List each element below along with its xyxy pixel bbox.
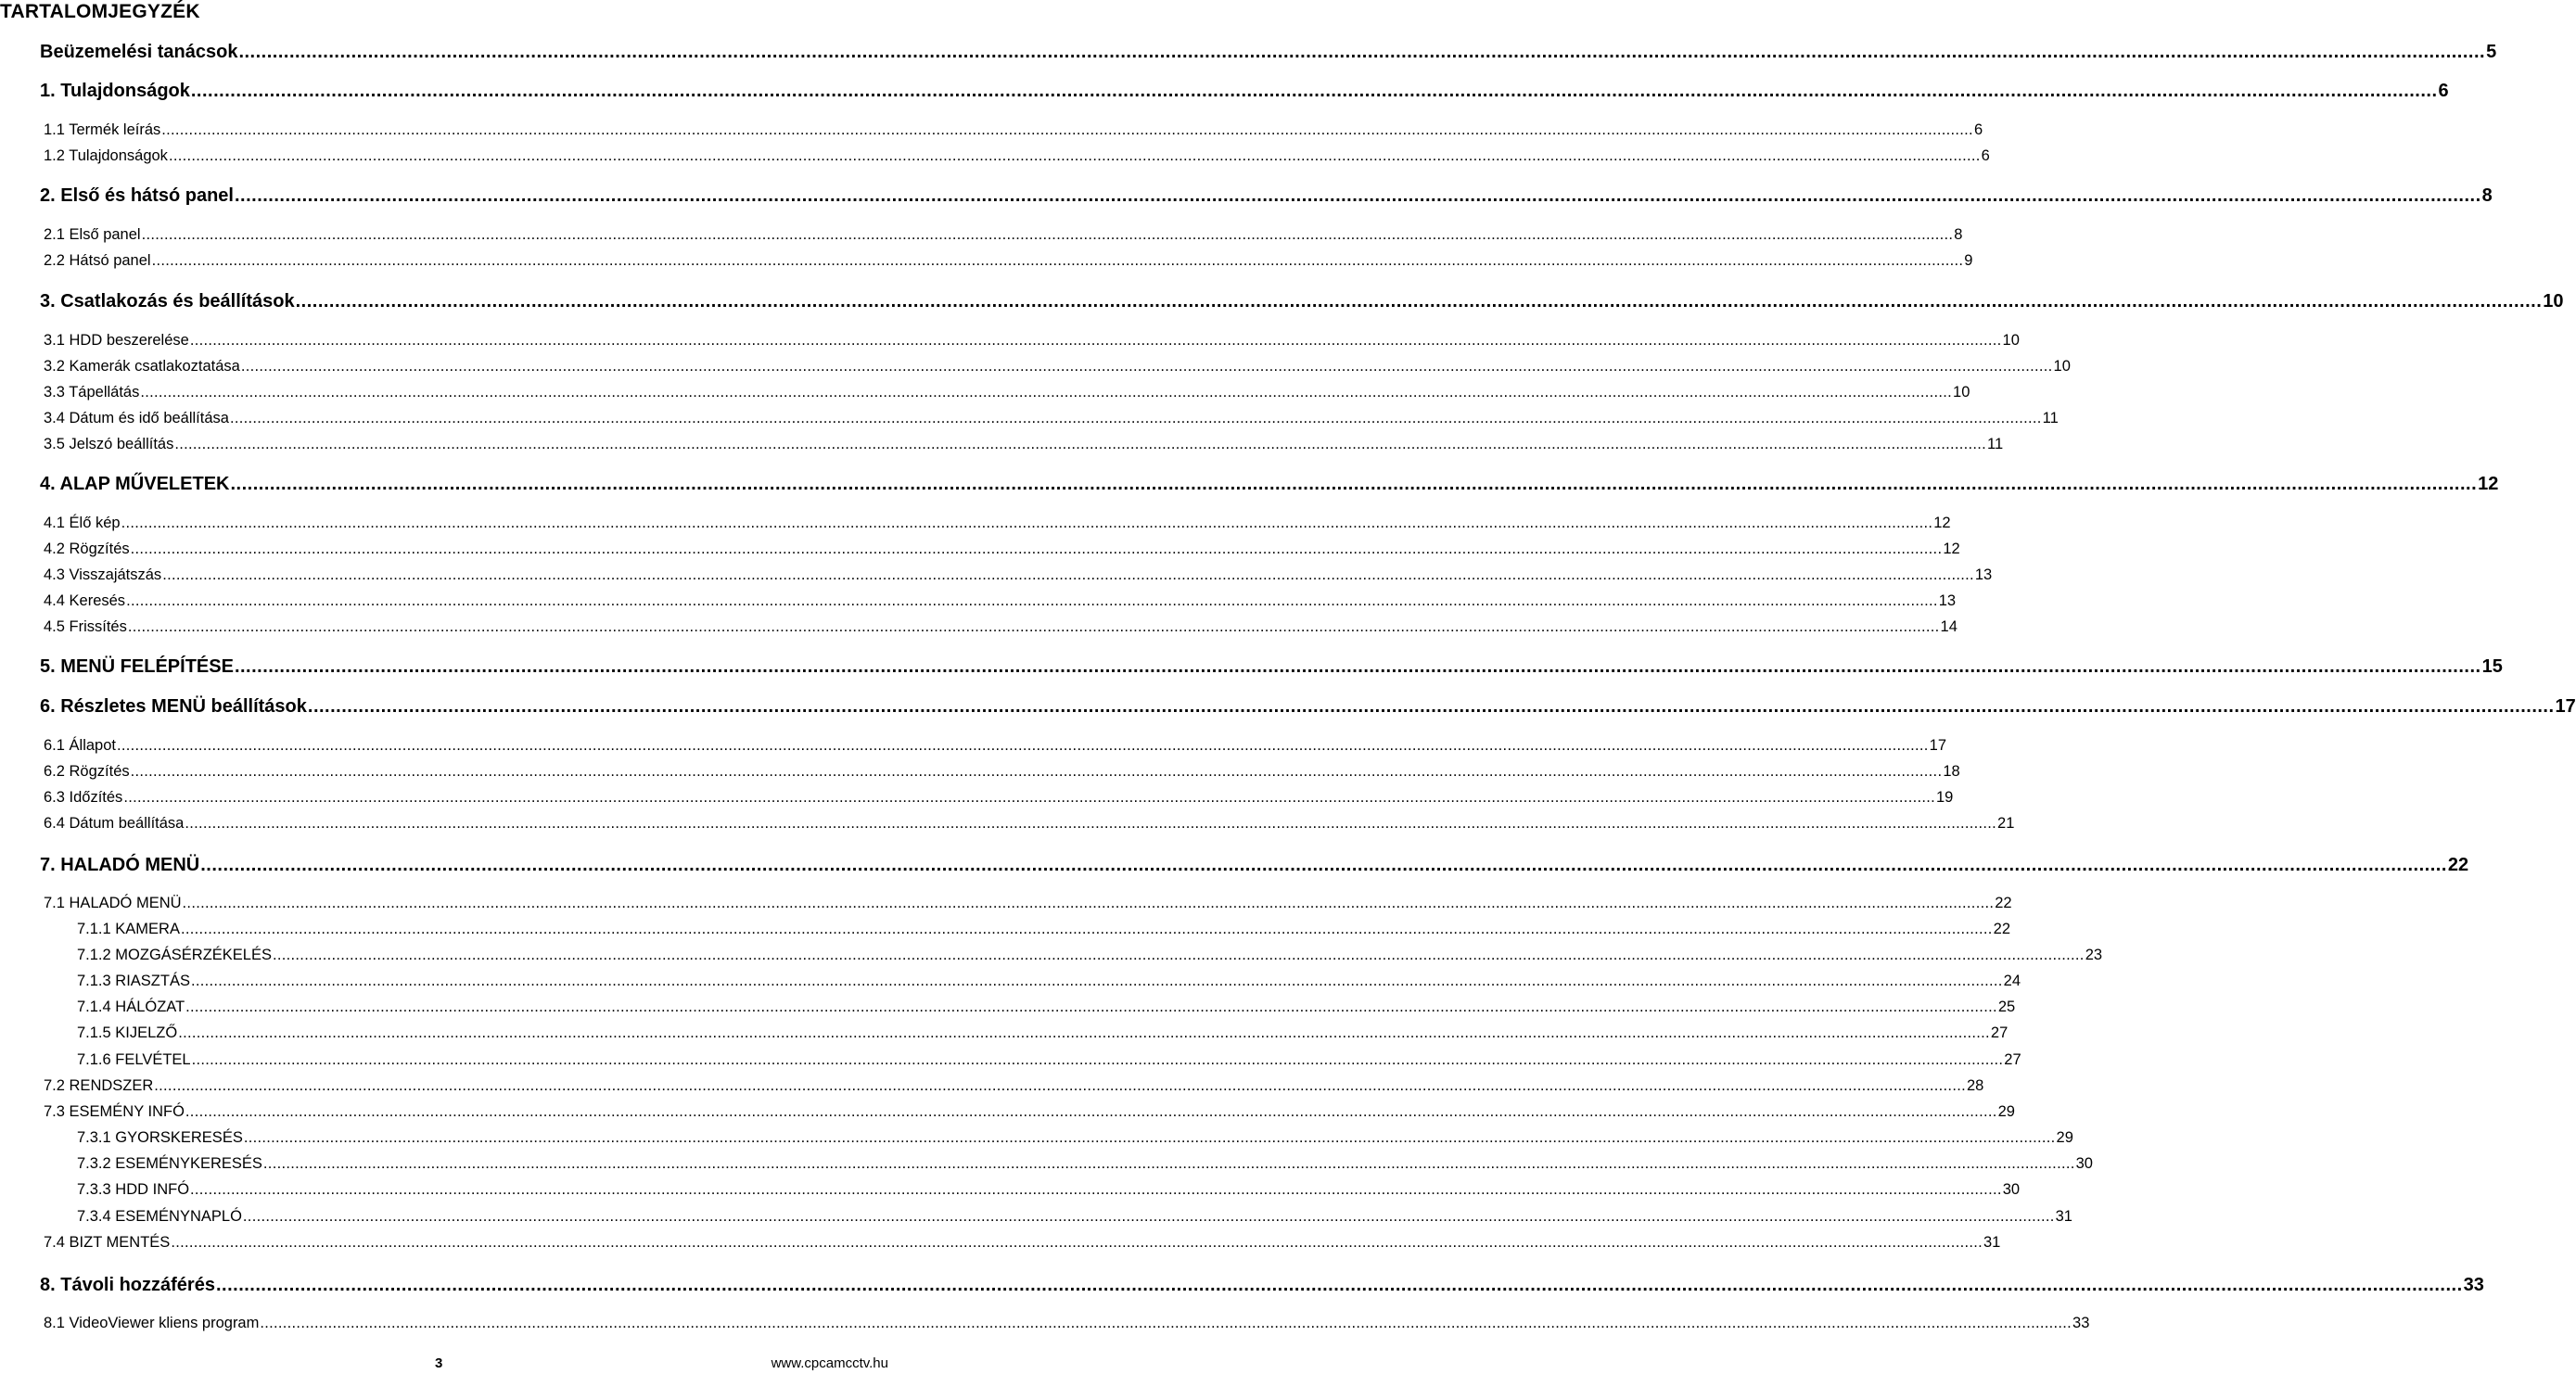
toc-entry[interactable]	[40, 473, 2499, 495]
toc-entry-label: 3.1 HDD beszerelése	[44, 331, 189, 349]
toc-leader-dots: ................................................................................................................................................................................................................................................................................................................................................................................................................	[161, 121, 1973, 138]
toc-entry-label: 7. HALADÓ MENÜ	[40, 854, 200, 875]
toc-entry-page: 25	[1997, 998, 2016, 1015]
toc-leader-dots: ................................................................................................................................................................................................................................................................................................................................................................................................................	[242, 1207, 2055, 1225]
toc-leader-dots: ................................................................................................................................................................................................................................................................................................................................................................................................................	[243, 1128, 2056, 1146]
toc-entry[interactable]	[44, 734, 1947, 757]
toc-leader-dots: ................................................................................................................................................................................................................................................................................................................................................................................................................	[234, 655, 2481, 677]
toc-entry[interactable]	[77, 1178, 2021, 1201]
toc-leader-dots: ................................................................................................................................................................................................................................................................................................................................................................................................................	[126, 592, 1938, 609]
toc-entry-label: Beüzemelési tanácsok	[40, 41, 238, 62]
toc-leader-dots: ................................................................................................................................................................................................................................................................................................................................................................................................................	[154, 1076, 1966, 1094]
toc-entry-page: 10	[1953, 383, 1970, 401]
toc-entry[interactable]	[77, 944, 2103, 966]
toc-leader-dots: ................................................................................................................................................................................................................................................................................................................................................................................................................	[127, 617, 1940, 635]
toc-entry-label: 8.1 VideoViewer kliens program	[44, 1314, 260, 1331]
page-number: 3	[435, 1355, 443, 1371]
toc-entry-page: 12	[2478, 473, 2499, 494]
toc-entry-label: 7.3 ESEMÉNY INFÓ	[44, 1102, 185, 1120]
toc-entry[interactable]	[77, 996, 2016, 1018]
toc-entry-page: 12	[1943, 540, 1960, 557]
footer-url[interactable]: www.cpcamcctv.hu	[771, 1355, 888, 1371]
toc-leader-dots: ................................................................................................................................................................................................................................................................................................................................................................................................................	[116, 736, 1929, 754]
toc-entry[interactable]	[44, 760, 1960, 782]
toc-entry-page: 27	[1990, 1024, 2009, 1041]
toc-entry-label: 8. Távoli hozzáférés	[40, 1274, 215, 1295]
toc-leader-dots: ................................................................................................................................................................................................................................................................................................................................................................................................................	[190, 1180, 2002, 1198]
toc-entry-label: 3.3 Tápellátás	[44, 383, 140, 401]
toc-entry-page: 8	[2481, 184, 2493, 206]
toc-leader-dots: ................................................................................................................................................................................................................................................................................................................................................................................................................	[174, 435, 1987, 452]
toc-entry-label: 2.2 Hátsó panel	[44, 251, 151, 269]
toc-leader-dots: ................................................................................................................................................................................................................................................................................................................................................................................................................	[182, 894, 1995, 911]
toc-entry[interactable]	[40, 1274, 2484, 1296]
toc-entry[interactable]	[44, 381, 1970, 403]
toc-entry[interactable]	[77, 1126, 2073, 1149]
toc-entry[interactable]	[44, 786, 1954, 808]
toc-entry-label: 4.2 Rögzítés	[44, 540, 130, 557]
toc-leader-dots: ................................................................................................................................................................................................................................................................................................................................................................................................................	[185, 998, 1997, 1015]
toc-leader-dots: ................................................................................................................................................................................................................................................................................................................................................................................................................	[215, 1274, 2463, 1295]
toc-leader-dots: ................................................................................................................................................................................................................................................................................................................................................................................................................	[162, 566, 1974, 583]
toc-entry-page: 22	[1995, 894, 2012, 911]
toc-entry-label: 7.3.1 GYORSKERESÉS	[77, 1128, 243, 1146]
toc-leader-dots: ................................................................................................................................................................................................................................................................................................................................................................................................................	[141, 225, 1954, 243]
toc-entry-label: 1.2 Tulajdonságok	[44, 146, 168, 164]
toc-entry-page: 33	[2072, 1314, 2090, 1331]
toc-entry[interactable]	[44, 590, 1957, 612]
toc-entry-label: 7.1 HALADÓ MENÜ	[44, 894, 182, 911]
toc-entry-label: 7.3.4 ESEMÉNYNAPLÓ	[77, 1207, 242, 1225]
toc-entry-page: 12	[1933, 514, 1951, 531]
toc-entry[interactable]	[44, 1231, 2001, 1253]
toc-entry-label: 7.1.2 MOZGÁSÉRZÉKELÉS	[77, 946, 272, 963]
toc-entry-page: 29	[1997, 1102, 2015, 1120]
toc-leader-dots: ................................................................................................................................................................................................................................................................................................................................................................................................................	[178, 1024, 1990, 1041]
toc-entry-page: 31	[1983, 1233, 2001, 1251]
toc-entry-label: 7.2 RENDSZER	[44, 1076, 154, 1094]
toc-entry-label: 6.4 Dátum beállítása	[44, 814, 185, 832]
toc-entry-label: 7.4 BIZT MENTÉS	[44, 1233, 171, 1251]
toc-leader-dots: ................................................................................................................................................................................................................................................................................................................................................................................................................	[121, 514, 1933, 531]
toc-leader-dots: ................................................................................................................................................................................................................................................................................................................................................................................................................	[229, 409, 2042, 426]
toc-entry-label: 4.3 Visszajátszás	[44, 566, 162, 583]
toc-entry-label: 4.5 Frissítés	[44, 617, 127, 635]
toc-entry[interactable]	[44, 119, 1983, 141]
toc-entry[interactable]	[44, 892, 2012, 914]
toc-entry[interactable]	[40, 184, 2493, 207]
toc-entry-page: 10	[2002, 331, 2020, 349]
toc-entry-page: 11	[1987, 435, 2004, 452]
toc-entry-label: 7.1.5 KIJELZŐ	[77, 1024, 178, 1041]
toc-leader-dots: ................................................................................................................................................................................................................................................................................................................................................................................................................	[262, 1154, 2075, 1172]
toc-leader-dots: ................................................................................................................................................................................................................................................................................................................................................................................................................	[307, 695, 2555, 717]
toc-entry[interactable]	[77, 970, 2021, 992]
toc-leader-dots: ................................................................................................................................................................................................................................................................................................................................................................................................................	[123, 788, 1935, 806]
toc-entry-page: 18	[1943, 762, 1960, 780]
toc-entry-page: 30	[2075, 1154, 2093, 1172]
toc-entry[interactable]	[44, 564, 1993, 586]
toc-entry-page: 19	[1936, 788, 1954, 806]
toc-entry[interactable]	[77, 1049, 2021, 1071]
toc-leader-dots: ................................................................................................................................................................................................................................................................................................................................................................................................................	[130, 540, 1943, 557]
toc-entry[interactable]	[44, 249, 1973, 272]
toc-leader-dots: ................................................................................................................................................................................................................................................................................................................................................................................................................	[234, 184, 2481, 206]
toc-entry-page: 23	[2085, 946, 2103, 963]
toc-leader-dots: ................................................................................................................................................................................................................................................................................................................................................................................................................	[191, 1050, 2004, 1068]
toc-entry[interactable]	[44, 433, 2004, 455]
toc-entry-page: 11	[2042, 409, 2059, 426]
toc-entry-label: 6. Részletes MENÜ beállítások	[40, 695, 307, 717]
toc-leader-dots: ................................................................................................................................................................................................................................................................................................................................................................................................................	[171, 1233, 1983, 1251]
toc-entry-label: 6.1 Állapot	[44, 736, 116, 754]
toc-entry-label: 7.1.3 RIASZTÁS	[77, 972, 190, 989]
toc-entry[interactable]	[77, 1152, 2093, 1175]
toc-leader-dots: ................................................................................................................................................................................................................................................................................................................................................................................................................	[140, 383, 1953, 401]
toc-entry-label: 3. Csatlakozás és beállítások	[40, 290, 295, 312]
toc-leader-dots: ................................................................................................................................................................................................................................................................................................................................................................................................................	[230, 473, 2478, 494]
toc-heading: TARTALOMJEGYZÉK	[0, 1, 200, 22]
toc-entry-label: 6.2 Rögzítés	[44, 762, 130, 780]
toc-entry-page: 22	[2447, 854, 2469, 875]
toc-entry-label: 4.4 Keresés	[44, 592, 126, 609]
toc-entry-page: 17	[2555, 695, 2576, 717]
toc-entry-label: 3.2 Kamerák csatlakoztatása	[44, 357, 240, 375]
toc-leader-dots: ................................................................................................................................................................................................................................................................................................................................................................................................................	[200, 854, 2447, 875]
toc-entry-label: 2. Első és hátsó panel	[40, 184, 234, 206]
toc-entry-page: 15	[2481, 655, 2503, 677]
toc-entry[interactable]	[44, 223, 1963, 246]
toc-leader-dots: ................................................................................................................................................................................................................................................................................................................................................................................................................	[130, 762, 1943, 780]
toc-entry-page: 30	[2002, 1180, 2021, 1198]
toc-entry-page: 10	[2053, 357, 2071, 375]
toc-entry[interactable]	[40, 695, 2576, 718]
toc-entry[interactable]	[40, 655, 2503, 678]
toc-entry-page: 9	[1964, 251, 1973, 269]
toc-entry-label: 7.3.3 HDD INFÓ	[77, 1180, 190, 1198]
toc-entry[interactable]	[44, 1075, 1984, 1097]
toc-entry-page: 17	[1929, 736, 1947, 754]
toc-entry[interactable]	[44, 145, 1990, 167]
toc-entry-label: 7.1.6 FELVÉTEL	[77, 1050, 191, 1068]
toc-leader-dots: ................................................................................................................................................................................................................................................................................................................................................................................................................	[185, 814, 1997, 832]
toc-entry-page: 6	[1981, 146, 1990, 164]
toc-entry[interactable]	[77, 1022, 2009, 1044]
toc-leader-dots: ................................................................................................................................................................................................................................................................................................................................................................................................................	[260, 1314, 2072, 1331]
toc-leader-dots: ................................................................................................................................................................................................................................................................................................................................................................................................................	[180, 920, 1993, 937]
toc-entry-page: 24	[2003, 972, 2021, 989]
toc-entry-label: 2.1 Első panel	[44, 225, 141, 243]
toc-entry-page: 10	[2543, 290, 2564, 312]
toc-entry[interactable]	[44, 1100, 2015, 1123]
toc-entry-page: 33	[2463, 1274, 2484, 1295]
toc-entry-page: 5	[2486, 41, 2497, 62]
toc-leader-dots: ................................................................................................................................................................................................................................................................................................................................................................................................................	[189, 331, 2002, 349]
toc-entry-page: 13	[1938, 592, 1957, 609]
toc-entry-label: 7.1.4 HÁLÓZAT	[77, 998, 185, 1015]
toc-entry-page: 14	[1940, 617, 1958, 635]
toc-entry-label: 4.1 Élő kép	[44, 514, 121, 531]
toc-entry-label: 7.1.1 KAMERA	[77, 920, 180, 937]
toc-entry[interactable]	[44, 407, 2059, 429]
toc-entry-page: 28	[1966, 1076, 1984, 1094]
toc-entry-page: 8	[1954, 225, 1963, 243]
toc-entry[interactable]	[40, 41, 2497, 63]
toc-entry[interactable]	[40, 290, 2564, 312]
toc-entry[interactable]	[77, 1205, 2072, 1228]
toc-entry-page: 21	[1997, 814, 2015, 832]
toc-leader-dots: ................................................................................................................................................................................................................................................................................................................................................................................................................	[240, 357, 2053, 375]
toc-leader-dots: ................................................................................................................................................................................................................................................................................................................................................................................................................	[185, 1102, 1997, 1120]
toc-leader-dots: ................................................................................................................................................................................................................................................................................................................................................................................................................	[190, 972, 2003, 989]
toc-entry[interactable]	[44, 512, 1951, 534]
toc-entry-label: 1.1 Termék leírás	[44, 121, 161, 138]
toc-entry-label: 6.3 Időzítés	[44, 788, 123, 806]
toc-entry[interactable]	[44, 538, 1960, 560]
toc-entry[interactable]	[44, 355, 2071, 377]
toc-entry-page: 6	[1973, 121, 1983, 138]
toc-entry-label: 1. Tulajdonságok	[40, 80, 190, 101]
toc-entry-page: 13	[1974, 566, 1993, 583]
toc-leader-dots: ................................................................................................................................................................................................................................................................................................................................................................................................................	[295, 290, 2543, 312]
toc-entry[interactable]	[44, 1312, 2090, 1334]
toc-entry-label: 3.5 Jelszó beállítás	[44, 435, 174, 452]
toc-entry-label: 7.3.2 ESEMÉNYKERESÉS	[77, 1154, 262, 1172]
toc-entry-page: 29	[2056, 1128, 2073, 1146]
toc-entry-page: 6	[2438, 80, 2449, 101]
toc-leader-dots: ................................................................................................................................................................................................................................................................................................................................................................................................................	[238, 41, 2486, 62]
toc-leader-dots: ................................................................................................................................................................................................................................................................................................................................................................................................................	[190, 80, 2438, 101]
toc-entry-page: 22	[1993, 920, 2011, 937]
toc-entry[interactable]	[44, 616, 1958, 638]
toc-entry-label: 4. ALAP MŰVELETEK	[40, 473, 230, 494]
toc-leader-dots: ................................................................................................................................................................................................................................................................................................................................................................................................................	[273, 946, 2085, 963]
toc-entry[interactable]	[40, 854, 2469, 876]
toc-entry-page: 31	[2055, 1207, 2072, 1225]
toc-leader-dots: ................................................................................................................................................................................................................................................................................................................................................................................................................	[168, 146, 1981, 164]
toc-entry-page: 27	[2004, 1050, 2021, 1068]
toc-entry[interactable]	[44, 812, 2015, 834]
toc-entry[interactable]	[44, 329, 2020, 351]
toc-entry-label: 5. MENÜ FELÉPÍTÉSE	[40, 655, 234, 677]
toc-leader-dots: ................................................................................................................................................................................................................................................................................................................................................................................................................	[151, 251, 1964, 269]
toc-entry-label: 3.4 Dátum és idő beállítása	[44, 409, 229, 426]
toc-entry[interactable]	[40, 80, 2449, 102]
toc-entry[interactable]	[77, 918, 2011, 940]
